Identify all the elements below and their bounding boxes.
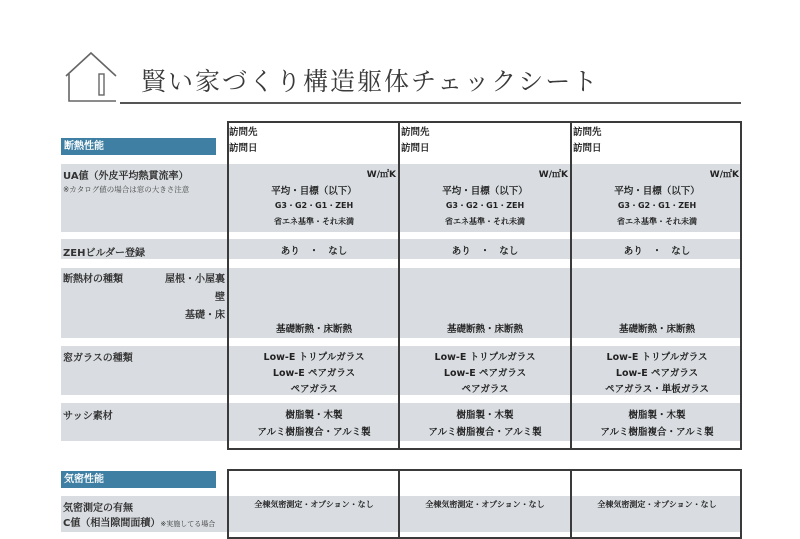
ua-note: ※カタログ値の場合は窓の大きさ注意	[63, 185, 190, 194]
visit-place-label: 訪問先	[401, 127, 430, 138]
visit-place-label: 訪問先	[229, 127, 258, 138]
c-value-label	[63, 514, 215, 529]
material-label: 断熱材の種類	[63, 274, 123, 285]
section-header-insulation: 断熱性能	[61, 138, 216, 155]
zeh-label: ZEHビルダー登録	[63, 248, 146, 259]
glass-option-3: ペアガラス	[461, 384, 509, 395]
sash-option-1: 樹脂製・木製	[456, 410, 514, 421]
visit-columns-box	[227, 121, 742, 450]
ua-option-grade: G3・G2・G1・ZEH	[445, 201, 525, 210]
section-header-airtight: 気密性能	[61, 471, 216, 488]
sash-option-1: 樹脂製・木製	[628, 410, 686, 421]
column-divider	[570, 121, 572, 450]
glass-label: 窓ガラスの種類	[63, 353, 133, 364]
visit-date-label: 訪問日	[573, 143, 602, 154]
airtight-test-option: 全棟気密測定・オプション・なし	[597, 500, 717, 509]
ua-unit: W/㎡K	[538, 170, 568, 180]
visit-place-label: 訪問先	[573, 127, 602, 138]
ua-option-level: 平均・目標（以下）	[442, 186, 528, 197]
sash-option-2: アルミ樹脂複合・アルミ製	[257, 427, 371, 438]
material-sub-roof: 屋根・小屋裏	[165, 274, 225, 285]
material-sub-wall: 壁	[215, 292, 225, 303]
c-value-label-text: C値（相当隙間面積）	[63, 518, 161, 529]
zeh-option: あり ・ なし	[623, 246, 691, 257]
ua-option-level: 平均・目標（以下）	[614, 186, 700, 197]
glass-option-1: Low-E トリプルガラス	[606, 352, 708, 363]
title-divider	[120, 102, 741, 104]
glass-option-1: Low-E トリプルガラス	[263, 352, 365, 363]
ua-option-grade: G3・G2・G1・ZEH	[617, 201, 697, 210]
airtight-test-label: 気密測定の有無	[63, 503, 133, 514]
ua-option-standard: 省エネ基準・それ未満	[617, 217, 697, 226]
ua-unit: W/㎡K	[366, 170, 396, 180]
page-title: 賢い家づくり構造躯体チェックシート	[141, 67, 600, 96]
ua-option-standard: 省エネ基準・それ未満	[445, 217, 525, 226]
glass-option-2: Low-E ペアガラス	[443, 368, 527, 379]
ua-option-grade: G3・G2・G1・ZEH	[274, 201, 354, 210]
glass-option-2: Low-E ペアガラス	[272, 368, 356, 379]
material-option: 基礎断熱・床断熱	[446, 324, 523, 335]
airtight-test-option: 全棟気密測定・オプション・なし	[254, 500, 374, 509]
ua-label: UA値（外皮平均熱貫流率）	[63, 171, 189, 182]
glass-option-3: ペアガラス・単板ガラス	[605, 384, 709, 395]
sash-option-2: アルミ樹脂複合・アルミ製	[428, 427, 542, 438]
sash-option-1: 樹脂製・木製	[285, 410, 343, 421]
glass-option-3: ペアガラス	[290, 384, 338, 395]
airtight-test-option: 全棟気密測定・オプション・なし	[425, 500, 545, 509]
ua-option-level: 平均・目標（以下）	[271, 186, 357, 197]
material-sub-foundation: 基礎・床	[185, 310, 225, 321]
visit-date-label: 訪問日	[229, 143, 258, 154]
material-option: 基礎断熱・床断熱	[275, 324, 352, 335]
visit-date-label: 訪問日	[401, 143, 430, 154]
glass-option-2: Low-E ペアガラス	[615, 368, 699, 379]
material-option: 基礎断熱・床断熱	[618, 324, 695, 335]
house-icon	[64, 50, 118, 102]
ua-option-standard: 省エネ基準・それ未満	[274, 217, 354, 226]
sash-option-2: アルミ樹脂複合・アルミ製	[600, 427, 714, 438]
column-divider	[398, 121, 400, 450]
zeh-option: あり ・ なし	[451, 246, 519, 257]
ua-unit: W/㎡K	[709, 170, 739, 180]
glass-option-1: Low-E トリプルガラス	[434, 352, 536, 363]
zeh-option: あり ・ なし	[280, 246, 348, 257]
c-value-note: ※実施してる場合	[160, 520, 216, 528]
sash-label: サッシ素材	[63, 411, 113, 422]
